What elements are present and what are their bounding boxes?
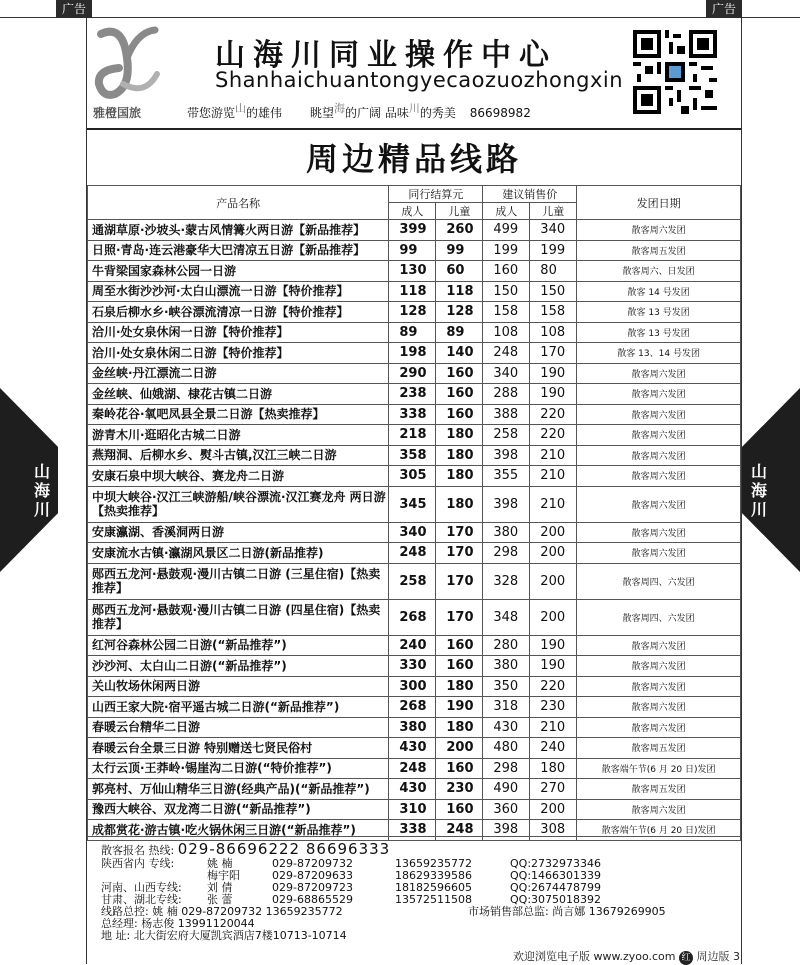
suggest-child-price: 158 [530,302,577,323]
contact-tel: 029-68865529 [272,893,353,906]
director-line: 线路总控: 姚 楠 029-87209732 13659235772 [101,905,343,918]
departure-date: 散客周六发团 [577,425,741,446]
contact-tel: 029-87209723 [272,881,353,894]
suggest-adult-price: 298 [483,543,530,564]
suggest-child-price: 190 [530,363,577,384]
suggest-adult-price: 280 [483,635,530,656]
route-name: 周至水街沙沙河·太白山漂流一日游【特价推荐】 [88,281,389,302]
departure-date: 散客 13 号发团 [577,322,741,343]
route-row [88,343,741,364]
departure-date: 散客周六发团 [577,697,741,718]
header-suggest-child: 儿童 [530,203,577,220]
route-row [88,404,741,425]
route-row [88,676,741,697]
route-name: 游青木川·逛昭化古城二日游 [88,425,389,446]
suggest-child-price: 80 [530,261,577,282]
header-trade-child: 儿童 [436,203,483,220]
route-name: 春暖云台全景三日游 特别赠送七贤民俗村 [88,738,389,759]
trade-adult-price: 118 [389,281,436,302]
suggest-adult-price: 108 [483,322,530,343]
trade-adult-price: 89 [389,322,436,343]
slogan-text: 带您游览 [187,106,236,120]
route-name: 山西王家大院·宿平遥古城二日游(“新品推荐”) [88,697,389,718]
trade-adult-price: 338 [389,820,436,841]
contact-tel: 029-87209732 [272,857,353,870]
route-name: 沙沙河、太白山二日游(“新品推荐”) [88,656,389,677]
departure-date: 散客 14 号发团 [577,281,741,302]
route-name: 红河谷森林公园二日游(“新品推荐”) [88,635,389,656]
trade-child-price: 248 [436,820,483,841]
trade-child-price: 128 [436,302,483,323]
route-name: 日照·青岛·连云港豪华大巴清凉五日游【新品推荐】 [88,240,389,261]
suggest-child-price: 200 [530,599,577,635]
trade-child-price: 170 [436,563,483,599]
departure-date: 散客周六发团 [577,445,741,466]
contact-qq: QQ:2732973346 [510,857,602,870]
suggest-adult-price: 380 [483,656,530,677]
suggest-child-price: 190 [530,656,577,677]
departure-date: 散客 13、14 号发团 [577,343,741,364]
departure-date: 散客周六发团 [577,220,741,241]
trade-adult-price: 238 [389,384,436,405]
trade-adult-price: 430 [389,738,436,759]
route-row [88,656,741,677]
trade-child-price: 190 [436,697,483,718]
slogan-text: 的雄伟 [246,106,283,120]
suggest-adult-price: 398 [483,445,530,466]
route-name: 太行云顶·王莽岭·锡崖沟二日游(“特价推荐”) [88,758,389,779]
route-row [88,779,741,800]
route-row [88,522,741,543]
trade-child-price: 180 [436,717,483,738]
trade-child-price: 160 [436,758,483,779]
contact-mobile: 18629339586 [395,869,472,882]
manager-line: 总经理: 杨志俊 13991120044 [101,917,255,930]
contact-mobile: 18182596605 [395,881,472,894]
suggest-child-price: 200 [530,799,577,820]
trade-adult-price: 128 [389,302,436,323]
ad-label-right: 广告 [706,0,742,18]
suggest-child-price: 240 [530,738,577,759]
suggest-adult-price: 328 [483,563,530,599]
trade-adult-price: 268 [389,697,436,718]
departure-date: 散客周六发团 [577,486,741,522]
route-name: 金丝峡、仙娥湖、棣花古镇二日游 [88,384,389,405]
suggest-child-price: 190 [530,384,577,405]
route-name: 金丝峡·丹江漂流二日游 [88,363,389,384]
trade-adult-price: 338 [389,404,436,425]
trade-child-price: 260 [436,220,483,241]
contact-name: 梅宇阳 [207,869,240,882]
route-name: 春暖云台精华二日游 [88,717,389,738]
trade-child-price: 200 [436,738,483,759]
header-suggest-price: 建议销售价 [483,186,577,203]
route-name: 通湖草原·沙坡头·蒙古风情篝火两日游【新品推荐】 [88,220,389,241]
trade-adult-price: 130 [389,261,436,282]
slogan-text: 品味 [384,106,409,120]
suggest-adult-price: 350 [483,676,530,697]
trade-child-price: 230 [436,779,483,800]
route-name: 成都赏花·游古镇·吃火锅休闲三日游(“新品推荐”) [88,820,389,841]
route-row [88,220,741,241]
departure-date: 散客周六发团 [577,635,741,656]
company-logo-icon [93,24,163,104]
route-row [88,425,741,446]
suggest-child-price: 340 [530,220,577,241]
trade-child-price: 180 [436,486,483,522]
contact-mobile: 13659235772 [395,857,472,870]
contact-name: 姚 楠 [207,857,233,870]
route-row [88,543,741,564]
footer-page: 周边版 3 [696,950,740,963]
route-row [88,302,741,323]
suggest-adult-price: 150 [483,281,530,302]
suggest-child-price: 308 [530,820,577,841]
suggest-adult-price: 348 [483,599,530,635]
route-name: 安康瀛湖、香溪洞两日游 [88,522,389,543]
departure-date: 散客周六发团 [577,717,741,738]
route-row [88,281,741,302]
suggest-adult-price: 388 [483,404,530,425]
suggest-child-price: 180 [530,758,577,779]
route-name: 洽川·处女泉休闲一日游【特价推荐】 [88,322,389,343]
contact-mobile: 13572511508 [395,893,472,906]
trade-child-price: 160 [436,363,483,384]
suggest-child-price: 200 [530,563,577,599]
route-name: 牛背梁国家森林公园一日游 [88,261,389,282]
route-row [88,599,741,635]
trade-adult-price: 99 [389,240,436,261]
route-row [88,697,741,718]
suggest-adult-price: 318 [483,697,530,718]
suggest-child-price: 230 [530,697,577,718]
contact-tel: 029-87209633 [272,869,353,882]
departure-date: 散客端午节(6 月 20 日)发团 [577,820,741,841]
departure-date: 散客周六发团 [577,363,741,384]
side-label-left: 山 海 川 [33,462,50,519]
departure-date: 散客端午节(6 月 20 日)发团 [577,758,741,779]
suggest-child-price: 190 [530,635,577,656]
route-row [88,445,741,466]
route-name: 燕翔洞、后柳水乡、熨斗古镇,汉江三峡二日游 [88,445,389,466]
qr-code-icon[interactable] [633,30,717,114]
route-name: 安康石泉中坝大峡谷、赛龙舟二日游 [88,466,389,487]
logo-name: 雅橙国旅 [93,106,142,120]
header-divider [87,128,741,130]
trade-adult-price: 345 [389,486,436,522]
trade-child-price: 160 [436,656,483,677]
suggest-child-price: 220 [530,676,577,697]
route-row [88,384,741,405]
trade-adult-price: 290 [389,363,436,384]
trade-adult-price: 300 [389,676,436,697]
trade-child-price: 60 [436,261,483,282]
departure-date: 散客周六发团 [577,656,741,677]
departure-date: 散客周五发团 [577,738,741,759]
slogan [187,100,531,121]
suggest-child-price: 220 [530,404,577,425]
brand-title: 山海川同业操作中心 [215,38,557,73]
route-name: 郧西五龙河·悬鼓观·漫川古镇二日游 (四星住宿)【热卖推荐】 [88,599,389,635]
top-border [0,0,800,18]
suggest-child-price: 200 [530,522,577,543]
trade-child-price: 180 [436,466,483,487]
hotline-row [101,840,391,858]
suggest-adult-price: 360 [483,799,530,820]
contact-row [101,858,174,870]
trade-child-price: 99 [436,240,483,261]
trade-adult-price: 330 [389,656,436,677]
departure-date: 散客周六发团 [577,799,741,820]
suggest-adult-price: 380 [483,522,530,543]
slogan-text: 的广阔 [345,106,382,120]
route-row [88,466,741,487]
route-row [88,261,741,282]
trade-adult-price: 399 [389,220,436,241]
suggest-child-price: 199 [530,240,577,261]
market-line: 市场销售部总监: 尚言娜 13679269905 [468,905,666,918]
trade-adult-price: 340 [389,522,436,543]
route-name: 石泉后柳水乡·峡谷漂流清凉一日游【特价推荐】 [88,302,389,323]
trade-child-price: 160 [436,404,483,425]
suggest-adult-price: 490 [483,779,530,800]
route-row [88,486,741,522]
trade-child-price: 118 [436,281,483,302]
trade-adult-price: 310 [389,799,436,820]
route-row [88,322,741,343]
route-row [88,717,741,738]
footer-text[interactable]: 欢迎浏览电子版 www.zyoo.com [512,950,676,963]
section-title: 周边精品线路 [305,140,522,178]
header-departure: 发团日期 [577,186,741,220]
suggest-adult-price: 480 [483,738,530,759]
suggest-adult-price: 248 [483,343,530,364]
contact-label: 陕西省内 专线: [101,857,175,870]
suggest-child-price: 200 [530,543,577,564]
slogan-accent: 海 [334,102,346,115]
trade-adult-price: 198 [389,343,436,364]
departure-date: 散客周六发团 [577,676,741,697]
trade-adult-price: 218 [389,425,436,446]
slogan-text: 的秀美 [419,106,456,120]
trade-child-price: 180 [436,425,483,446]
routes-table-body [88,220,741,841]
suggest-child-price: 170 [530,343,577,364]
slogan-accent: 川 [408,102,420,115]
departure-date: 散客周五发团 [577,240,741,261]
departure-date: 散客周六发团 [577,404,741,425]
route-name: 郧西五龙河·悬鼓观·漫川古镇二日游 (三星住宿)【热卖推荐】 [88,563,389,599]
ad-label-left: 广告 [56,0,92,18]
departure-date: 散客周六、日发团 [577,261,741,282]
suggest-adult-price: 298 [483,758,530,779]
suggest-adult-price: 430 [483,717,530,738]
footer-badge: 红 [679,951,693,965]
route-row [88,563,741,599]
trade-child-price: 170 [436,599,483,635]
suggest-child-price: 270 [530,779,577,800]
trade-child-price: 170 [436,543,483,564]
trade-adult-price: 358 [389,445,436,466]
trade-child-price: 160 [436,384,483,405]
slogan-phone: 86698982 [469,106,531,120]
hotline-number: 029-86696222 86696333 [177,840,391,858]
suggest-adult-price: 288 [483,384,530,405]
page-footer [513,948,740,965]
route-row [88,635,741,656]
header-trade-price: 同行结算元 [389,186,483,203]
route-name: 安康流水古镇·瀛湖风景区二日游(新品推荐) [88,543,389,564]
suggest-adult-price: 160 [483,261,530,282]
trade-adult-price: 240 [389,635,436,656]
trade-adult-price: 430 [389,779,436,800]
trade-child-price: 89 [436,322,483,343]
departure-date: 散客周四、六发团 [577,563,741,599]
departure-date: 散客周四、六发团 [577,599,741,635]
trade-child-price: 160 [436,635,483,656]
address-line: 地 址: 北大街宏府大厦凯宾酒店7楼10713-10714 [101,929,347,942]
suggest-child-price: 150 [530,281,577,302]
contact-info [87,836,741,946]
departure-date: 散客周六发团 [577,466,741,487]
suggest-adult-price: 499 [483,220,530,241]
contact-qq: QQ:3075018392 [510,893,602,906]
trade-adult-price: 268 [389,599,436,635]
hotline-label: 散客报名 热线: [101,844,175,857]
suggest-child-price: 108 [530,322,577,343]
route-row [88,738,741,759]
contact-label: 河南、山西专线: [101,881,182,894]
header-product: 产品名称 [88,186,389,220]
page-header [87,20,741,128]
trade-adult-price: 248 [389,758,436,779]
departure-date: 散客周六发团 [577,384,741,405]
contact-qq: QQ:1466301339 [510,869,602,882]
suggest-child-price: 220 [530,425,577,446]
slogan-text: 眺望 [310,106,335,120]
suggest-child-price: 210 [530,445,577,466]
slogan-accent: 山 [235,102,247,115]
trade-child-price: 180 [436,445,483,466]
routes-table [87,185,741,841]
route-row [88,363,741,384]
suggest-adult-price: 158 [483,302,530,323]
suggest-adult-price: 340 [483,363,530,384]
side-label-right: 山 海 川 [750,462,767,519]
trade-adult-price: 305 [389,466,436,487]
brand-pinyin: Shanhaichuantongyecaozuozhongxin [215,68,624,92]
trade-adult-price: 248 [389,543,436,564]
suggest-child-price: 210 [530,717,577,738]
suggest-adult-price: 355 [483,466,530,487]
trade-child-price: 140 [436,343,483,364]
route-name: 豫西大峡谷、双龙湾二日游(“新品推荐”) [88,799,389,820]
route-name: 郭亮村、万仙山精华三日游(经典产品)(“新品推荐”) [88,779,389,800]
trade-child-price: 170 [436,522,483,543]
departure-date: 散客 13 号发团 [577,302,741,323]
departure-date: 散客周五发团 [577,779,741,800]
trade-adult-price: 258 [389,563,436,599]
contact-name: 张 蕾 [207,893,233,906]
route-name: 关山牧场休闲两日游 [88,676,389,697]
suggest-adult-price: 199 [483,240,530,261]
header-trade-adult: 成人 [389,203,436,220]
route-name: 中坝大峡谷·汉江三峡游船/峡谷漂流·汉江赛龙舟 两日游【热卖推荐】 [88,486,389,522]
suggest-child-price: 210 [530,486,577,522]
trade-child-price: 180 [436,676,483,697]
route-row [88,758,741,779]
header-suggest-adult: 成人 [483,203,530,220]
suggest-adult-price: 398 [483,486,530,522]
route-name: 洽川·处女泉休闲二日游【特价推荐】 [88,343,389,364]
suggest-adult-price: 258 [483,425,530,446]
contact-qq: QQ:2674478799 [510,881,602,894]
trade-child-price: 160 [436,799,483,820]
route-name: 秦岭花谷·氧吧凤县全景二日游【热卖推荐】 [88,404,389,425]
route-row [88,240,741,261]
suggest-child-price: 210 [530,466,577,487]
departure-date: 散客周六发团 [577,543,741,564]
departure-date: 散客周六发团 [577,522,741,543]
route-row [88,799,741,820]
trade-adult-price: 380 [389,717,436,738]
contact-name: 刘 倩 [207,881,233,894]
suggest-adult-price: 398 [483,820,530,841]
contact-label: 甘肃、湖北专线: [101,893,182,906]
